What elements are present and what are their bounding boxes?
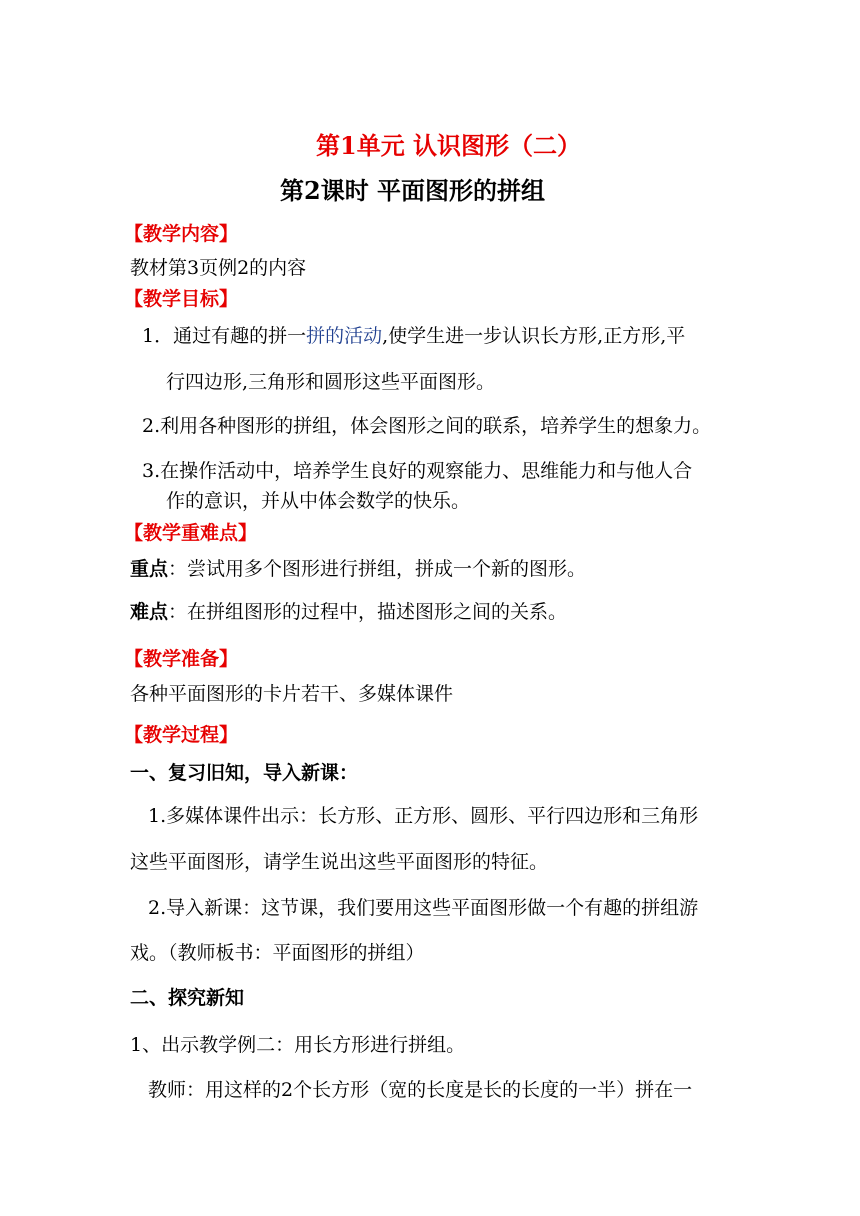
preparation-text: 各种平面图形的卡片若干、多媒体课件 <box>130 683 454 705</box>
process-2-line-2: 戏。（教师板书：平面图形的拼组） <box>130 942 425 964</box>
goal-1-line-2: 行四边形,三角形和圆形这些平面图形。 <box>166 371 496 393</box>
goal-1-text-b: ,使学生进一步认识长方形,正方形,平 <box>382 325 686 347</box>
key-points-heading: 【教学重难点】 <box>124 522 258 544</box>
process-2-line-1: 2.导入新课：这节课，我们要用这些平面图形做一个有趣的拼组游 <box>148 897 699 919</box>
goal-3-line-2: 作的意识，并从中体会数学的快乐。 <box>166 490 471 512</box>
key-point-label: 重点 <box>130 558 169 580</box>
content-text: 教材第3页例2的内容 <box>130 257 307 279</box>
content-heading: 【教学内容】 <box>124 223 239 245</box>
teacher-text: 教师：用这样的2个长方形（宽的长度是长的长度的一半）拼在一 <box>148 1079 693 1101</box>
goal-1-line-1 <box>142 324 685 348</box>
difficulty-point <box>130 600 567 624</box>
goal-2: 2.利用各种图形的拼组，体会图形之间的联系，培养学生的想象力。 <box>142 415 712 437</box>
process-1-line-1: 1.多媒体课件出示：长方形、正方形、圆形、平行四边形和三角形 <box>148 805 699 827</box>
key-point-text: ：尝试用多个图形进行拼组，拼成一个新的图形。 <box>168 558 587 580</box>
key-point <box>130 557 586 581</box>
preparation-heading: 【教学准备】 <box>124 648 239 670</box>
process-1-line-2: 这些平面图形，请学生说出这些平面图形的特征。 <box>130 851 549 873</box>
part-2-heading: 二、探究新知 <box>130 987 245 1009</box>
lesson-title: 第2课时 平面图形的拼组 <box>280 176 546 205</box>
difficulty-label: 难点 <box>130 601 169 623</box>
goal-1-highlight: 拼的活动 <box>306 325 383 347</box>
goal-3-line-1: 3.在操作活动中，培养学生良好的观察能力、思维能力和与他人合 <box>142 460 693 482</box>
unit-title: 第1单元 认识图形（二） <box>316 131 582 160</box>
part-1-heading: 一、复习旧知，导入新课： <box>130 762 359 784</box>
example-2-text: 1、出示教学例二：用长方形进行拼组。 <box>130 1034 466 1056</box>
difficulty-text: ：在拼组图形的过程中，描述图形之间的关系。 <box>168 601 568 623</box>
goal-1-text-a: 1．通过有趣的拼一 <box>142 325 307 347</box>
goals-heading: 【教学目标】 <box>124 288 239 310</box>
process-heading: 【教学过程】 <box>124 724 239 746</box>
